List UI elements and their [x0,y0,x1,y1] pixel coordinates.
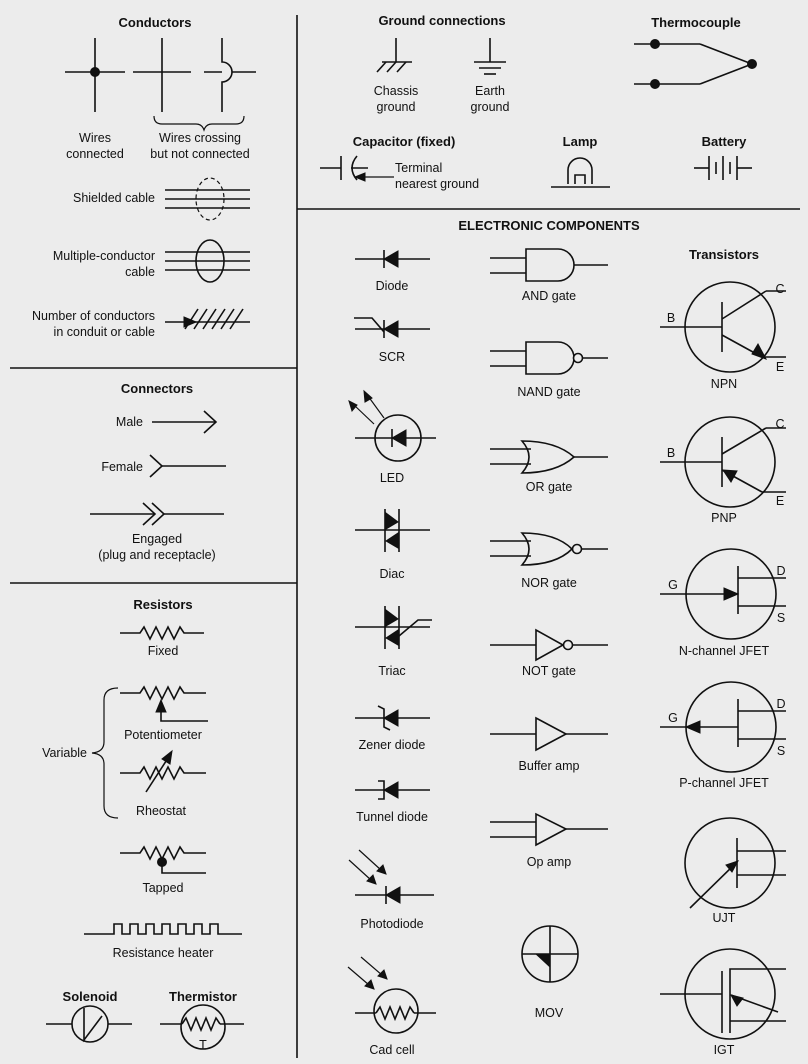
p-jfet-terminal-s: S [776,744,786,758]
ujt-symbol [685,818,786,908]
chassis-ground-label-2: ground [376,100,416,114]
zener-diode-symbol [355,706,430,730]
triac-symbol [355,606,432,649]
or-gate-symbol [490,441,608,473]
tapped-label: Tapped [142,881,184,895]
male-label: Male [115,415,143,429]
ground-title: Ground connections [378,13,506,28]
resistors-title: Resistors [133,597,193,612]
not-gate-symbol [490,630,608,660]
tunnel-diode-label: Tunnel diode [356,810,428,824]
multiple-conductor-label-1: Multiple-conductor [52,249,155,263]
zener-diode-label: Zener diode [358,738,426,752]
op-amp-symbol [490,814,608,845]
p-jfet-terminal-d: D [776,697,786,711]
thermocouple-symbol [634,40,757,89]
solenoid-title: Solenoid [62,989,118,1004]
n-jfet-symbol [660,549,786,639]
electronic-title: ELECTRONIC COMPONENTS [458,218,640,233]
scr-label: SCR [378,350,406,364]
connectors-section [90,381,226,562]
shielded-cable-label: Shielded cable [72,191,155,205]
tunnel-diode-symbol [355,781,430,799]
fixed-resistor-symbol [120,627,204,639]
or-gate-label: OR gate [525,480,573,494]
rheostat-label: Rheostat [135,804,187,818]
capacitor-symbol [320,156,394,181]
chassis-ground-symbol [377,38,412,72]
potentiometer-symbol [120,687,208,721]
wires-connected-symbol [65,38,125,112]
buffer-amp-label: Buffer amp [518,759,580,773]
npn-terminal-c: C [775,282,785,296]
ground-section [374,13,510,114]
chassis-ground-label-1: Chassis [373,84,419,98]
wires-crossing-label-1: Wires crossing [159,131,241,145]
cad-cell-label: Cad cell [369,1043,415,1057]
and-gate-symbol [490,249,608,281]
not-gate-label: NOT gate [522,664,576,678]
nand-gate-symbol [490,342,608,374]
igt-label: IGT [713,1043,735,1057]
battery-title: Battery [701,134,747,149]
conductors-title: Conductors [118,15,192,30]
rheostat-symbol [120,751,206,792]
pnp-terminal-e: E [775,494,785,508]
battery-symbol [694,156,752,180]
earth-ground-label-2: ground [470,100,510,114]
fixed-label: Fixed [147,644,179,658]
p-jfet-terminal-g: G [668,711,678,725]
solenoid-symbol [46,1006,132,1042]
connectors-title: Connectors [120,381,194,396]
nand-gate-label: NAND gate [517,385,581,399]
n-jfet-terminal-s: S [776,611,786,625]
lamp-title: Lamp [562,134,598,149]
photodiode-symbol [349,850,434,904]
diode-symbol [355,250,430,268]
resistors-section [42,597,244,1052]
tapped-resistor-symbol [120,847,206,873]
thermistor-mark: T [199,1038,207,1052]
multiple-conductor-symbol [165,240,250,282]
ujt-label: UJT [712,911,736,925]
npn-terminal-b: B [666,311,676,325]
female-connector-symbol [150,455,226,477]
wires-crossing-label-2: but not connected [150,147,250,161]
number-conductors-label-1: Number of conductors [32,309,155,323]
nor-gate-label: NOR gate [521,576,577,590]
mov-symbol [522,926,578,982]
photodiode-label: Photodiode [360,917,424,931]
p-jfet-symbol [660,682,786,772]
triac-label: Triac [378,664,406,678]
cad-cell-symbol [348,957,436,1033]
potentiometer-label: Potentiometer [124,728,202,742]
capacitor-note-2: nearest ground [395,177,480,191]
variable-brace [92,688,118,818]
mov-label: MOV [534,1006,564,1020]
npn-transistor-symbol [660,282,786,372]
thermocouple-section [634,15,757,89]
pnp-transistor-symbol [660,417,786,507]
multiple-conductor-label-2: cable [125,265,155,279]
pnp-terminal-b: B [666,446,676,460]
scr-symbol [354,318,430,338]
diac-label: Diac [379,567,405,581]
shielded-cable-symbol [165,178,250,220]
wires-crossing-symbol [133,38,256,130]
battery-section [694,134,752,180]
capacitor-title: Capacitor (fixed) [352,134,456,149]
capacitor-note-1: Terminal [395,161,443,175]
n-jfet-terminal-g: G [668,578,678,592]
npn-terminal-e: E [775,360,785,374]
wires-connected-label-2: connected [66,147,124,161]
npn-label: NPN [710,377,738,391]
engaged-label-1: Engaged [131,532,183,546]
transistors-title: Transistors [688,247,760,262]
thermocouple-title: Thermocouple [651,15,741,30]
resistance-heater-symbol [84,924,242,934]
lamp-section [551,134,610,187]
n-jfet-terminal-d: D [776,564,786,578]
number-conductors-symbol [165,309,250,329]
resistance-heater-label: Resistance heater [112,946,214,960]
conductors-section [32,15,256,339]
female-label: Female [101,460,143,474]
diac-symbol [355,509,430,552]
and-gate-label: AND gate [521,289,577,303]
led-label: LED [379,471,405,485]
led-symbol [349,391,436,461]
capacitor-section [320,134,479,191]
male-connector-symbol [152,411,216,433]
igt-symbol [660,949,786,1039]
pnp-label: PNP [711,511,737,525]
engaged-connector-symbol [90,503,224,525]
earth-ground-symbol [474,38,506,74]
earth-ground-label-1: Earth [475,84,505,98]
op-amp-label: Op amp [526,855,572,869]
thermistor-title: Thermistor [169,989,237,1004]
diode-label: Diode [375,279,409,293]
nor-gate-symbol [490,533,608,565]
engaged-label-2: (plug and receptacle) [98,548,216,562]
number-conductors-label-2: in conduit or cable [53,325,155,339]
buffer-amp-symbol [490,718,608,750]
n-jfet-label: N-channel JFET [678,644,770,658]
lamp-symbol [551,158,610,187]
pnp-terminal-c: C [775,417,785,431]
wires-connected-label-1: Wires [79,131,111,145]
variable-label: Variable [42,746,87,760]
p-jfet-label: P-channel JFET [679,776,769,790]
